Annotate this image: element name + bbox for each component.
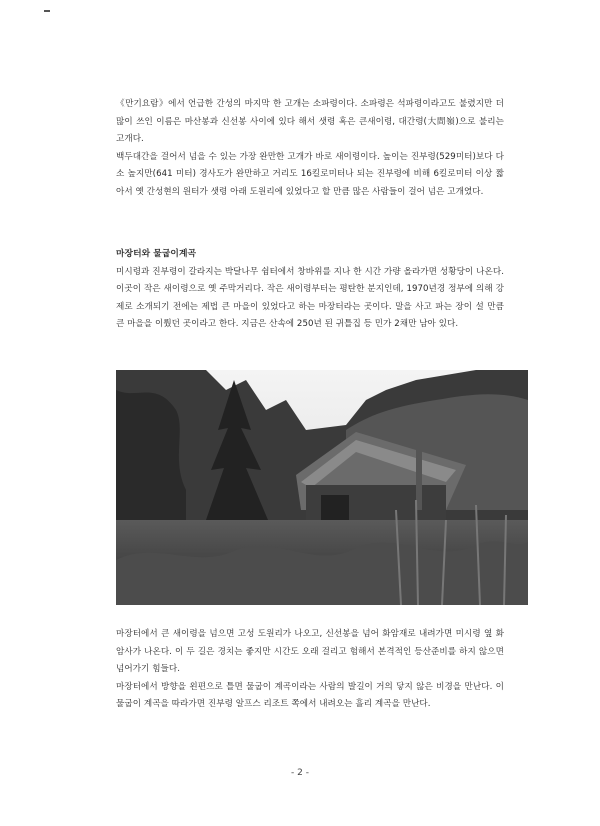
after-paragraph: 마장터에서 방향을 왼편으로 틀면 물굽이 계곡이라는 사람의 발길이 거의 닿지 않은 비경을 만난다. 이 물굽이 계곡을 따라가면 진부령 알프스 리조트 쪽에서 내려오는 흘리 계곡을 만난다. xyxy=(116,681,504,710)
section-paragraph: 미시령과 진부령이 갈라지는 박달나무 쉼터에서 창바위를 지나 한 시간 가량 올라가면 성황당이 나온다. 이곳이 작은 새이령으로 옛 주막거리다. 작은 새이령부터는 평탄한 분지인데, 1970년경 정부에 의해 강제로 소개되기 전에는 제법 큰 마을이 있었다고 하는 마장터라는 곳이다. 말을 사고 파는 장이 설 만큼 큰 마을을 이뤘던 곳이라고 한다. 지금은 산속에 250년 된 귀틀집 등 민가 2채만 남아 있다. xyxy=(116,266,504,330)
majangteo-section xyxy=(116,246,504,334)
intro-section xyxy=(116,96,504,202)
after-photo-section xyxy=(116,626,504,714)
scan-artifact xyxy=(44,10,50,12)
after-paragraph: 마장터에서 큰 새이령을 넘으면 고성 도원리가 나오고, 신선봉을 넘어 화암재로 내려가면 미시령 옆 화암사가 나온다. 이 두 길은 경치는 좋지만 시간도 오래 걸리고 험해서 본격적인 등산준비를 하지 않으면 넘어가기 힘들다. xyxy=(116,629,504,675)
page-number: - 2 - xyxy=(291,768,309,778)
intro-paragraph: 《만기요람》에서 언급한 간성의 마지막 한 고개는 소파령이다. 소파령은 석파령이라고도 불렸지만 더 많이 쓰인 이름은 마산봉과 신선봉 사이에 있다 해서 샛령 혹은 큰새이령, 대간령(大間嶺)으로 불리는 고개다. xyxy=(116,99,504,145)
section-heading: 마장터와 물굽이계곡 xyxy=(116,249,197,259)
mountain-cabin-photo xyxy=(116,370,528,605)
intro-paragraph: 백두대간을 걸어서 넘을 수 있는 가장 완만한 고개가 바로 새이령이다. 높이는 진부령(529미터)보다 다소 높지만(641 미터) 경사도가 완만하고 거리도 16킬로미터나 되는 진부령에 비해 6킬로미터 이상 짧아서 옛 간성현의 원터가 샛령 아래 도원리에 있었다고 할 만큼 많은 사람들이 걸어 넘은 고개였다. xyxy=(116,151,504,197)
